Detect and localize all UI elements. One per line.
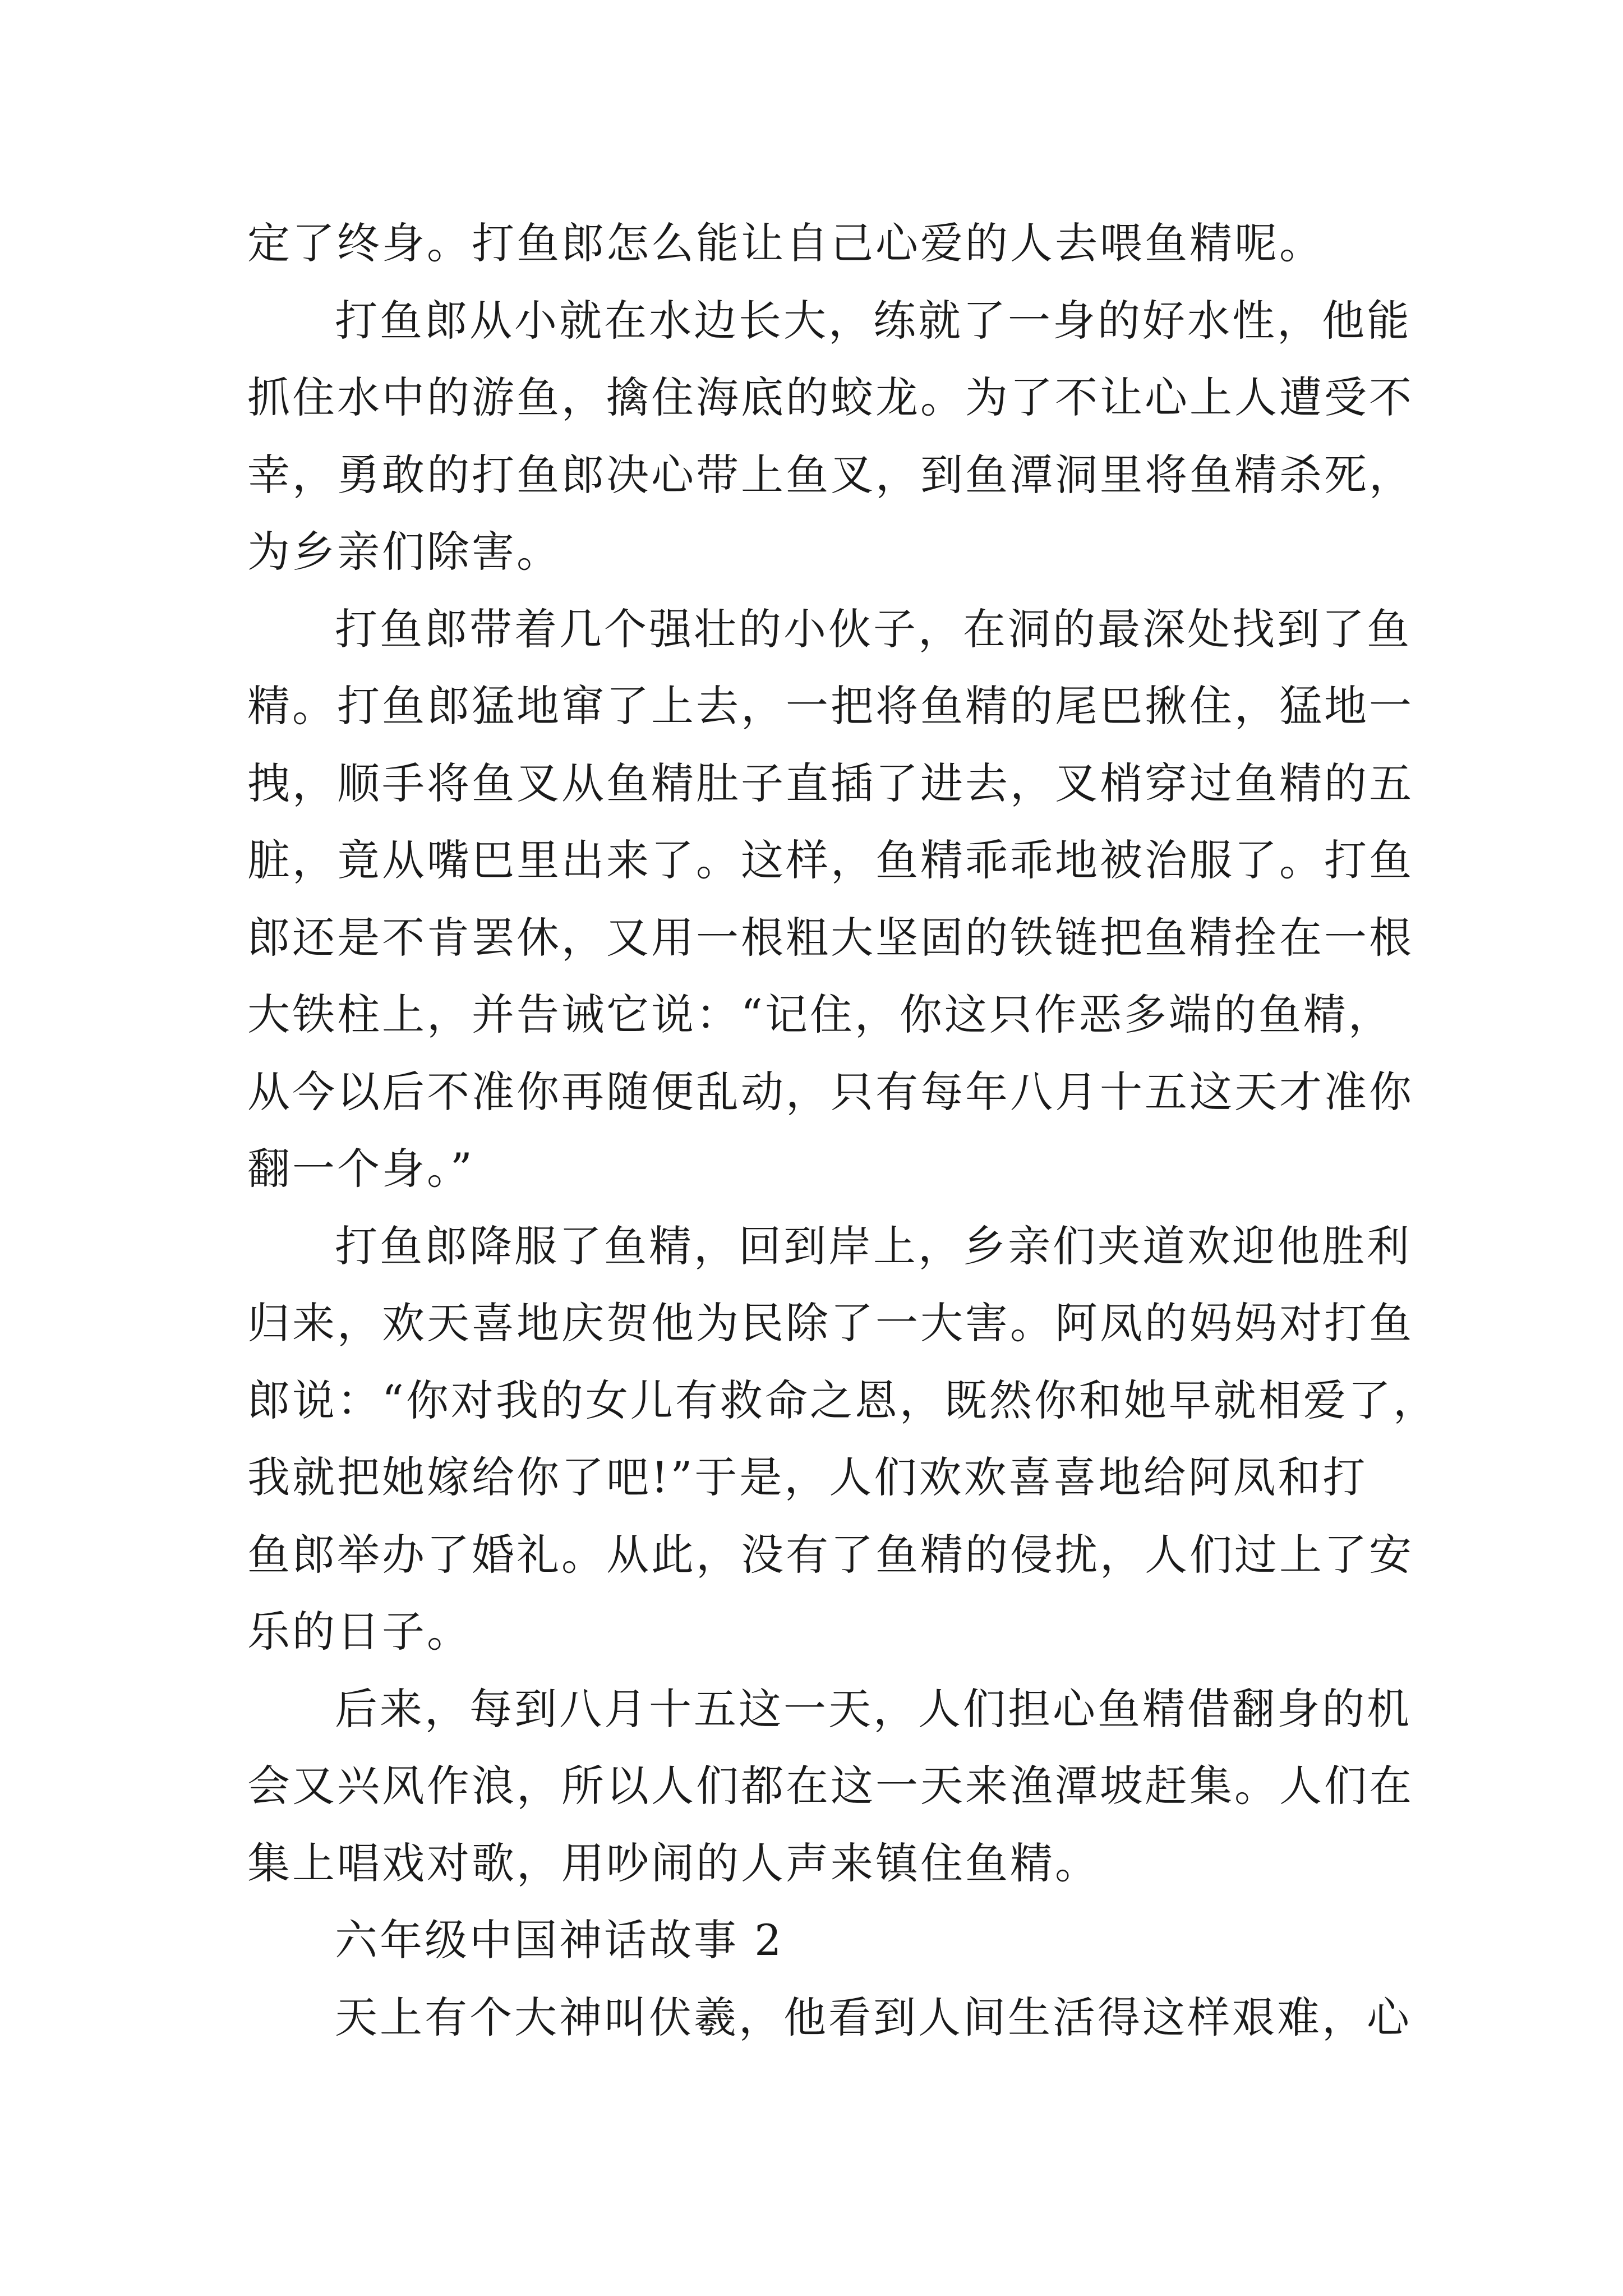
text-line: 为乡亲们除害。 xyxy=(247,527,561,577)
text-line: 定了终身。打鱼郎怎么能让自己心爱的人去喂鱼精呢。 xyxy=(247,218,1324,268)
text-line: 郎还是不肯罢休，又用一根粗大坚固的铁链把鱼精拴在一根 xyxy=(247,912,1414,963)
text-line: 乐的日子。 xyxy=(247,1607,472,1657)
text-line: 从今以后不准你再随便乱动，只有每年八月十五这天才准你 xyxy=(247,1066,1414,1117)
section-heading: 六年级中国神话故事 2 xyxy=(335,1915,784,1965)
text-line: 鱼郎举办了婚礼。从此，没有了鱼精的侵扰，人们过上了安 xyxy=(247,1529,1414,1580)
document-body xyxy=(247,205,1438,2056)
text-line: 翻一个身。” xyxy=(247,1144,474,1194)
paragraph-start-line: 天上有个大神叫伏羲，他看到人间生活得这样艰难，心 xyxy=(335,1992,1412,2042)
text-line: 郎说：“你对我的女儿有救命之恩，既然你和她早就相爱了， xyxy=(247,1375,1438,1425)
paragraph-start-line: 打鱼郎带着几个强壮的小伙子，在洞的最深处找到了鱼 xyxy=(335,604,1412,654)
text-line: 幸，勇敢的打鱼郎决心带上鱼叉，到鱼潭洞里将鱼精杀死， xyxy=(247,449,1414,500)
text-line: 大铁柱上，并告诫它说：“记住，你这只作恶多端的鱼精， xyxy=(247,990,1393,1039)
text-line: 会又兴风作浪，所以人们都在这一天来渔潭坡赶集。人们在 xyxy=(247,1761,1414,1811)
paragraph-start-line: 后来，每到八月十五这一天，人们担心鱼精借翻身的机 xyxy=(335,1683,1412,1734)
text-line: 精。打鱼郎猛地窜了上去，一把将鱼精的尾巴揪住，猛地一 xyxy=(247,681,1414,731)
text-line: 我就把她嫁给你了吧!”于是，人们欢欢喜喜地给阿凤和打 xyxy=(247,1452,1368,1502)
text-line: 归来，欢天喜地庆贺他为民除了一大害。阿凤的妈妈对打鱼 xyxy=(247,1298,1414,1348)
paragraph-start-line: 打鱼郎从小就在水边长大，练就了一身的好水性，他能 xyxy=(335,295,1412,346)
text-line: 拽，顺手将鱼叉从鱼精肚子直插了进去，叉梢穿过鱼精的五 xyxy=(247,758,1414,808)
paragraph-start-line: 打鱼郎降服了鱼精，回到岸上，乡亲们夹道欢迎他胜利 xyxy=(335,1221,1412,1271)
text-line: 集上唱戏对歌，用吵闹的人声来镇住鱼精。 xyxy=(247,1838,1100,1888)
text-line: 脏，竟从嘴巴里出来了。这样，鱼精乖乖地被治服了。打鱼 xyxy=(247,835,1414,885)
text-line: 抓住水中的游鱼，擒住海底的蛟龙。为了不让心上人遭受不 xyxy=(247,372,1414,422)
